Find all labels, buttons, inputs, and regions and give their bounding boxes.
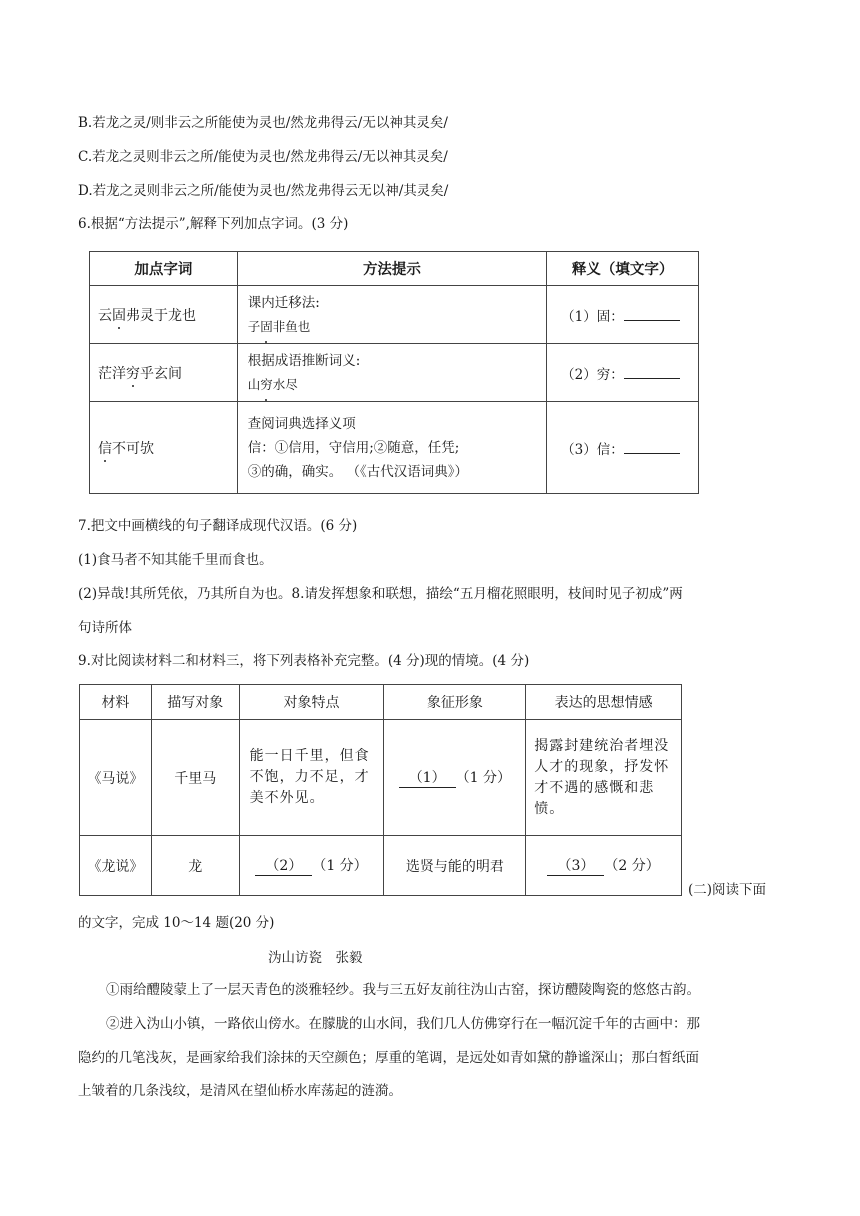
object-cell: 千里马 xyxy=(151,720,239,836)
dotted-char: 穷 xyxy=(126,363,140,383)
question-7-stem: 7.把文中画横线的句子翻译成现代汉语。(6 分) xyxy=(78,518,358,534)
question-6-stem: 6.根据“方法提示”,解释下列加点字词。(3 分) xyxy=(78,216,349,232)
emotion-cell: 揭露封建统治者埋没人才的现象，抒发怀才不遇的感慨和悲愤。 xyxy=(526,720,682,836)
dotted-char: 固 xyxy=(112,305,126,325)
header-method: 方法提示 xyxy=(237,252,546,286)
paragraph-1: ①雨给醴陵蒙上了一层天青色的淡雅轻纱。我与三五好友前往沩山古窑，探访醴陵陶瓷的悠悠古韵。 xyxy=(106,982,700,998)
paragraph-2-line-1: ②进入沩山小镇，一路依山傍水。在朦胧的山水间，我们几人仿佛穿行在一幅沉淀千年的古画中：那 xyxy=(106,1016,700,1032)
emotion-cell: （3） （2 分） xyxy=(526,836,682,896)
table-row xyxy=(80,720,682,836)
dotted-word-cell: 云固弗灵于龙也 xyxy=(90,286,238,344)
feature-cell: （2） （1 分） xyxy=(239,836,384,896)
method-cell: 课内迁移法: 子固非鱼也 xyxy=(237,286,546,344)
header-feature: 对象特点 xyxy=(239,685,384,720)
answer-blank[interactable] xyxy=(624,364,680,379)
feature-cell: 能一日千里，但食不饱，力不足，才美不外见。 xyxy=(239,720,384,836)
article-title: 沩山访瓷 张毅 xyxy=(268,950,363,966)
answer-blank[interactable]: （3） xyxy=(547,855,604,876)
option-b: B.若龙之灵/则非云之所能使为灵也/然龙弗得云/无以神其灵矣/ xyxy=(78,115,448,131)
comparison-table xyxy=(79,684,682,896)
header-meaning: 释义（填文字） xyxy=(547,252,699,286)
header-symbol: 象征形象 xyxy=(384,685,526,720)
method-cell: 根据成语推断词义: 山穷水尽 xyxy=(237,344,546,402)
section-2-heading: (二)阅读下面 xyxy=(688,882,767,898)
table-row xyxy=(90,286,699,344)
symbol-cell: （1） （1 分） xyxy=(384,720,526,836)
answer-blank[interactable]: （1） xyxy=(399,767,456,788)
table-header-row xyxy=(80,685,682,720)
option-c: C.若龙之灵则非云之所/能使为灵也/然龙弗得云/无以神其灵矣/ xyxy=(78,149,448,165)
option-d: D.若龙之灵则非云之所/能使为灵也/然龙弗得云无以神/其灵矣/ xyxy=(78,183,449,199)
table-row xyxy=(80,836,682,896)
question-9-stem: 9.对比阅读材料二和材料三，将下列表格补充完整。(4 分)现的情境。(4 分) xyxy=(78,653,530,669)
question-8-continued: 句诗所体 xyxy=(78,620,132,636)
answer-blank[interactable]: （2） xyxy=(255,855,312,876)
header-word: 加点字词 xyxy=(90,252,238,286)
header-material: 材料 xyxy=(80,685,152,720)
table-header-row xyxy=(90,252,699,286)
answer-cell: （3）信： xyxy=(547,402,699,494)
method-hint-table xyxy=(89,251,699,494)
paragraph-2-line-2: 隐约的几笔浅灰，是画家给我们涂抹的天空颜色；厚重的笔调，是远处如青如黛的静谧深山；那白皙纸面 xyxy=(78,1050,699,1066)
material-cell: 《马说》 xyxy=(80,720,152,836)
paragraph-2-line-3: 上皱着的几条浅纹，是清风在望仙桥水库荡起的涟漪。 xyxy=(78,1083,402,1099)
header-object: 描写对象 xyxy=(151,685,239,720)
symbol-cell: 选贤与能的明君 xyxy=(384,836,526,896)
question-7-sentence-1: (1)食马者不知其能千里而食也。 xyxy=(78,552,273,568)
dotted-char: 信 xyxy=(98,438,112,458)
question-7-sentence-2: (2)异哉!其所凭依，乃其所自为也。8.请发挥想象和联想，描绘“五月榴花照眼明，枝间时见子初成”两 xyxy=(78,586,683,602)
table-row xyxy=(90,344,699,402)
answer-blank[interactable] xyxy=(624,439,680,454)
material-cell: 《龙说》 xyxy=(80,836,152,896)
answer-blank[interactable] xyxy=(624,306,680,321)
object-cell: 龙 xyxy=(151,836,239,896)
dotted-word-cell: 信不可欤 xyxy=(90,402,238,494)
section-2-instruction: 的文字，完成 10～14 题(20 分) xyxy=(78,915,275,931)
dotted-word-cell: 茫洋穷乎玄间 xyxy=(90,344,238,402)
answer-cell: （2）穷： xyxy=(547,344,699,402)
header-emotion: 表达的思想情感 xyxy=(526,685,682,720)
answer-cell: （1）固： xyxy=(547,286,699,344)
method-cell: 查阅词典选择义项 信：①信用，守信用;②随意，任凭; ③的确，确实。 （《古代汉语词典》） xyxy=(237,402,546,494)
table-row xyxy=(90,402,699,494)
